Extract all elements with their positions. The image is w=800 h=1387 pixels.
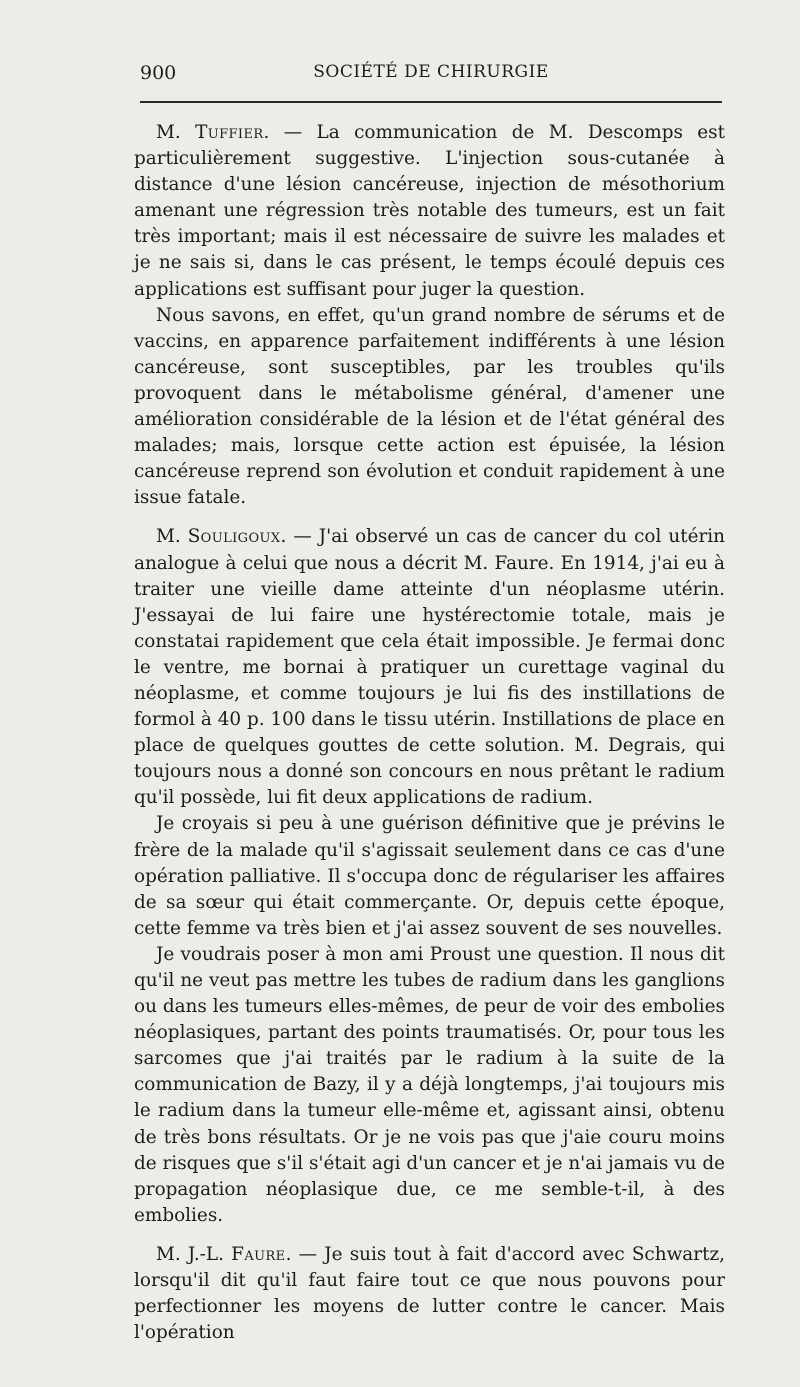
paragraph-tuffier	[134, 120, 725, 303]
header-rule	[140, 101, 722, 103]
speaker-name: Tuffier	[195, 122, 264, 143]
paragraph: Je voudrais poser à mon ami Proust une question. Il nous dit qu'il ne veut pas mettre les tubes de radium dans les ganglions ou dans les tumeurs elles-mêmes, de peur de voir des embolies néoplasiques, partant des points traumatisés. Or, pour tous les sarcomes que j'ai traités par le radium à la suite de la communication de Bazy, il y a déjà longtemps, j'ai toujours mis le radium dans la tumeur elle-même et, agissant ainsi, obtenu de très bons résultats. Or je ne vois pas que j'aie couru moins de risques que s'il s'était agi d'un cancer et je n'ai jamais vu de propagation néoplasique due, ce me semble-t-il, à des embolies.	[134, 943, 725, 1226]
speaker-name: Souligoux	[187, 526, 281, 548]
page-header	[138, 62, 724, 88]
running-title: SOCIÉTÉ DE CHIRURGIE	[313, 62, 549, 82]
speaker-prefix: M.	[156, 122, 196, 143]
paragraph-text: . — Je suis tout à fait d'accord avec Schwartz, lorsqu'il dit qu'il faut faire tout ce que nous pouvons pour perfectionner les moyens de lutter contre le cancer. Mais l'opération	[134, 1243, 725, 1344]
speaker-prefix: M.	[156, 526, 188, 548]
paragraph-faure	[134, 1242, 725, 1346]
paragraph-souligoux	[134, 524, 725, 811]
body-text	[134, 120, 725, 1346]
speaker-prefix: M. J.-L.	[156, 1243, 232, 1265]
speaker-name: Faure	[231, 1243, 286, 1265]
paragraph: Je croyais si peu à une guérison définitive que je prévins le frère de la malade qu'il s'agissait seulement dans ce cas d'une opération palliative. Il s'occupa donc de régulariser les affaires de sa sœur qui était commerçante. Or, depuis cette époque, cette femme va très bien et j'ai assez souvent de ses nouvelles.	[134, 813, 725, 939]
paragraph-text: . — La communication de M. Descomps est particulièrement suggestive. L'injection sous-cutanée à distance d'une lésion cancéreuse, injection de mésothorium amenant une régression très notable des tumeurs, est un fait très important; mais il est nécessaire de suivre les malades et je ne sais si, dans le cas présent, le temps écoulé depuis ces applications est suffisant pour juger la question.	[134, 122, 725, 300]
paragraph: Nous savons, en effet, qu'un grand nombre de sérums et de vaccins, en apparence parfaitement indifférents à une lésion cancéreuse, sont susceptibles, par les troubles qu'ils provoquent dans le métabolisme général, d'amener une amélioration considérable de la lésion et de l'état général des malades; mais, lorsque cette action est épuisée, la lésion cancéreuse reprend son évolution et conduit rapidement à une issue fatale.	[134, 304, 725, 509]
page-number: 900	[140, 62, 177, 84]
paragraph-text: . — J'ai observé un cas de cancer du col utérin analogue à celui que nous a décrit M. Faure. En 1914, j'ai eu à traiter une vieille dame atteinte d'un néoplasme utérin. J'essayai de lui faire une hystérectomie totale, mais je constatai rapidement que cela était impossible. Je fermai donc le ventre, me bornai à pratiquer un curettage vaginal du néoplasme, et comme toujours je lui fis des instillations de formol à 40 p. 100 dans le tissu utérin. Instillations de place en place de quelques gouttes de cette solution. M. Degrais, qui toujours nous a donné son concours en nous prêtant le radium qu'il possède, lui fit deux applications de radium.	[134, 526, 725, 809]
